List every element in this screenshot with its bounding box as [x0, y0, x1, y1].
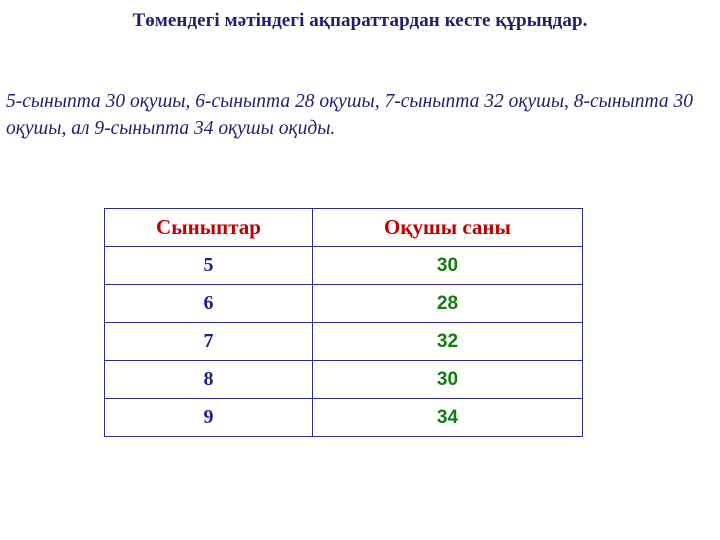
column-header-classes: Сыныптар: [105, 209, 313, 247]
cell-count: 30: [313, 247, 583, 285]
table-row: [105, 285, 583, 323]
table-container: [104, 208, 582, 437]
cell-class: 8: [105, 361, 313, 399]
column-header-student-count: Оқушы саны: [313, 209, 583, 247]
body-paragraph: 5-сыныпта 30 оқушы, 6-сыныпта 28 оқушы, 7-сыныпта 32 оқушы, 8-сыныпта 30 оқушы, ал 9-сыныпта 34 оқушы оқиды.: [6, 91, 693, 139]
cell-count: 34: [313, 399, 583, 437]
cell-class: 5: [105, 247, 313, 285]
cell-count: 30: [313, 361, 583, 399]
cell-count: 32: [313, 323, 583, 361]
cell-class: 7: [105, 323, 313, 361]
data-table: [104, 208, 583, 437]
page-title: Төмендегі мәтіндегі ақпараттардан кесте құрыңдар.: [132, 10, 588, 31]
table-row: [105, 399, 583, 437]
cell-class: 9: [105, 399, 313, 437]
cell-class: 6: [105, 285, 313, 323]
table-row: [105, 247, 583, 285]
table-row: [105, 361, 583, 399]
table-header-row: [105, 209, 583, 247]
cell-count: 28: [313, 285, 583, 323]
table-row: [105, 323, 583, 361]
